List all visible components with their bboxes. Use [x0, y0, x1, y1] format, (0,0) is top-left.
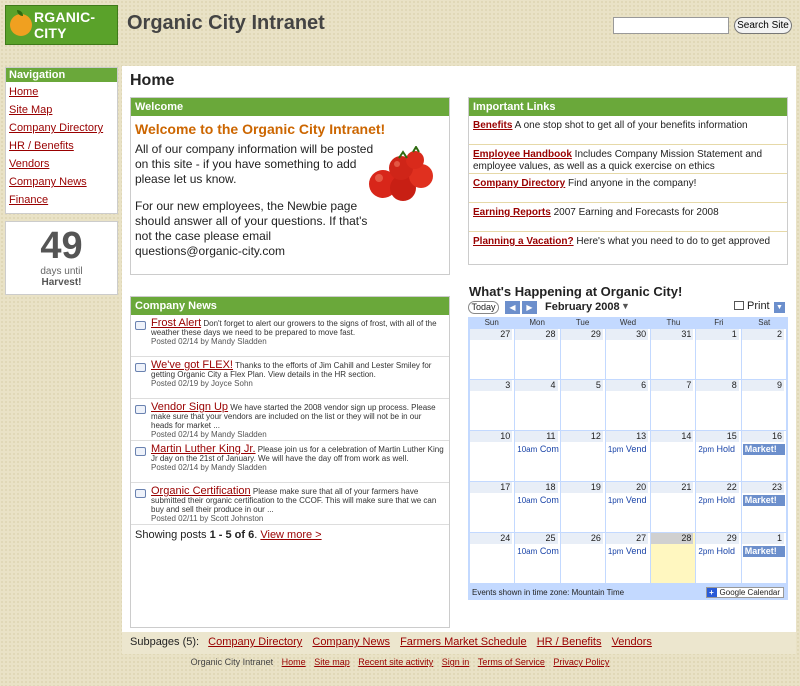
- company-news-gadget: [130, 296, 450, 628]
- link-description: 2007 Earning and Forecasts for 2008: [550, 207, 719, 218]
- calendar-day-today[interactable]: [651, 533, 695, 583]
- search-input[interactable]: [613, 17, 729, 34]
- calendar-day-number: 27: [606, 533, 648, 544]
- calendar-event-time: 10am: [517, 547, 538, 556]
- tomatoes-image: [363, 146, 439, 202]
- link-row: [469, 145, 787, 174]
- calendar-day-header: Wed: [619, 318, 637, 327]
- calendar-day-headers: [469, 318, 787, 328]
- subpage-hr-benefits[interactable]: HR / Benefits: [536, 636, 602, 648]
- calendar-day-number: 17: [470, 482, 512, 493]
- news-footer: [131, 525, 449, 545]
- subpage-farmers-market-schedule[interactable]: Farmers Market Schedule: [400, 636, 527, 648]
- calendar-day-header: Fri: [714, 318, 724, 327]
- calendar-day-number: 28: [651, 533, 693, 544]
- calendar-day-number: 13: [606, 431, 648, 442]
- timezone-note: Events shown in time zone: Mountain Time: [472, 588, 625, 597]
- calendar-day-number: 8: [696, 380, 738, 391]
- link-planning-vacation[interactable]: Planning a Vacation?: [473, 236, 574, 247]
- calendar-day-number: 22: [696, 482, 738, 493]
- calendar-day[interactable]: [696, 482, 740, 532]
- countdown-number: 49: [40, 225, 83, 267]
- company-news-header: Company News: [131, 297, 449, 315]
- chevron-down-icon[interactable]: ▼: [621, 301, 630, 311]
- footer-link-recent-activity[interactable]: Recent site activity: [358, 657, 434, 667]
- calendar-day-number: 9: [742, 380, 784, 391]
- printer-icon: [734, 301, 744, 310]
- news-item-title[interactable]: Martin Luther King Jr.: [151, 443, 256, 455]
- footer-link-terms[interactable]: Terms of Service: [477, 657, 545, 667]
- calendar-day[interactable]: [696, 329, 740, 379]
- search-button[interactable]: Search Site: [734, 17, 792, 34]
- link-benefits[interactable]: Benefits: [473, 120, 513, 131]
- page-title: Home: [130, 72, 175, 89]
- news-footer-range: 1 - 5 of 6: [209, 529, 255, 541]
- news-item-meta: Posted 02/11 by Scott Johnston: [151, 514, 264, 523]
- calendar-day-header: Tue: [575, 318, 590, 327]
- important-links-gadget: [468, 97, 788, 265]
- calendar-day-number: 12: [561, 431, 603, 442]
- welcome-gadget: [130, 97, 450, 275]
- calendar-day-header: Sun: [484, 318, 499, 327]
- calendar-day-number: 6: [606, 380, 648, 391]
- calendar-day[interactable]: [561, 380, 605, 430]
- calendar-title: What's Happening at Organic City!: [469, 284, 683, 299]
- calendar-day[interactable]: [515, 329, 559, 379]
- calendar-day-number: 7: [651, 380, 693, 391]
- link-row: [469, 232, 787, 261]
- calendar-day-number: 10: [470, 431, 512, 442]
- link-employee-handbook[interactable]: Employee Handbook: [473, 149, 572, 160]
- calendar-event-title: Com: [539, 444, 559, 454]
- calendar-day-number: 20: [606, 482, 648, 493]
- calendar-day[interactable]: [651, 329, 695, 379]
- calendar-event[interactable]: [698, 495, 735, 505]
- calendar-day[interactable]: [606, 329, 650, 379]
- calendar-day-number: 3: [470, 380, 512, 391]
- calendar-day-number: 21: [651, 482, 693, 493]
- print-button[interactable]: [734, 300, 770, 312]
- news-item-meta: Posted 02/14 by Mandy Sladden: [151, 463, 267, 472]
- calendar-day-number: 27: [470, 329, 512, 340]
- calendar-weeks: [470, 329, 786, 584]
- nav-item-hr-benefits[interactable]: HR / Benefits: [9, 140, 74, 152]
- news-item-text: Please join us for a celebration of Martin Luther King Jr day on the 21st of January. We will have the day off from work as well.: [151, 445, 444, 463]
- link-description: Find anyone in the company!: [565, 178, 697, 189]
- calendar-day-number: 4: [515, 380, 557, 391]
- link-row: [469, 116, 787, 145]
- calendar-event-time: 1pm: [607, 496, 624, 505]
- calendar-event-title: Vend: [625, 444, 647, 454]
- calendar-day[interactable]: [561, 329, 605, 379]
- calendar-month[interactable]: February 2008: [545, 301, 620, 313]
- nav-item-finance[interactable]: Finance: [9, 194, 49, 206]
- calendar-day[interactable]: [561, 431, 605, 481]
- calendar-day[interactable]: [515, 533, 559, 583]
- calendar-day[interactable]: [742, 533, 786, 583]
- calendar-day-number: 5: [561, 380, 603, 391]
- calendar-day[interactable]: [696, 380, 740, 430]
- calendar-day-number: 30: [606, 329, 648, 340]
- calendar-event[interactable]: [608, 495, 647, 505]
- news-item: [131, 483, 449, 525]
- link-description: A one stop shot to get all of your benefits information: [512, 120, 748, 131]
- calendar-toolbar: [468, 300, 788, 316]
- calendar-day[interactable]: [606, 431, 650, 481]
- news-item-text: Don't forget to alert our growers to the signs of frost, with all of the weather these days we need to be prepared to move fast.: [151, 319, 437, 337]
- google-calendar-label: Google Calendar: [719, 588, 780, 597]
- calendar-week: [470, 482, 786, 532]
- calendar-event-title: Com: [539, 546, 559, 556]
- calendar-day-number: 28: [515, 329, 557, 340]
- calendar-day-header: Sat: [758, 318, 771, 327]
- calendar-week: [470, 431, 786, 481]
- subpage-company-news[interactable]: Company News: [312, 636, 391, 648]
- calendar-event-time: 2pm: [698, 445, 714, 454]
- calendar-day-number: 31: [651, 329, 693, 340]
- calendar-day[interactable]: [696, 533, 740, 583]
- calendar-day[interactable]: [470, 431, 514, 481]
- calendar-day-number: 11: [515, 431, 557, 442]
- harvest-countdown: [5, 221, 118, 295]
- calendar-event-title: Com: [539, 495, 559, 505]
- news-item: [131, 315, 449, 357]
- calendar-day[interactable]: [742, 431, 786, 481]
- news-footer-prefix: Showing posts: [135, 529, 210, 541]
- news-footer-suffix: .: [254, 529, 261, 541]
- news-item: [131, 357, 449, 399]
- prev-month-icon[interactable]: ◀: [505, 301, 520, 314]
- calendar-footer: [468, 586, 788, 600]
- calendar-day-number: 2: [742, 329, 784, 340]
- calendar-day-number: 29: [561, 329, 603, 340]
- plus-icon: +: [707, 588, 717, 597]
- calendar-week: [470, 329, 786, 379]
- print-dropdown-icon[interactable]: ▼: [774, 302, 785, 313]
- main-content: [122, 66, 796, 654]
- calendar-event[interactable]: [608, 444, 647, 454]
- calendar-event-time: 1pm: [607, 547, 624, 556]
- countdown-label: days until: [40, 266, 83, 277]
- calendar-day-header: Thu: [666, 318, 681, 327]
- subpages-label: Subpages (5):: [130, 636, 200, 648]
- calendar-day[interactable]: [742, 329, 786, 379]
- calendar-day[interactable]: [651, 431, 695, 481]
- calendar-event[interactable]: [698, 546, 735, 556]
- calendar-day[interactable]: [561, 533, 605, 583]
- footer-link-sign-in[interactable]: Sign in: [441, 657, 470, 667]
- comment-icon: [135, 489, 146, 498]
- calendar-day[interactable]: [470, 380, 514, 430]
- footer-link-home[interactable]: Home: [281, 657, 306, 667]
- calendar-day-number: 25: [515, 533, 557, 544]
- nav-item-company-directory[interactable]: Company Directory: [9, 122, 104, 134]
- countdown-event: Harvest!: [41, 277, 82, 288]
- welcome-paragraph-1: All of our company information will be posted on this site - if you have something to add please let us know.: [135, 142, 374, 186]
- footer-site-name: Organic City Intranet: [190, 657, 274, 667]
- nav-item-vendors[interactable]: Vendors: [9, 158, 50, 170]
- calendar-week: [470, 533, 786, 583]
- calendar-event[interactable]: [517, 546, 559, 556]
- nav-item-home[interactable]: Home: [9, 86, 39, 98]
- calendar-allday-event[interactable]: Market!: [743, 546, 785, 557]
- calendar-day-number: 1: [742, 533, 784, 544]
- view-more-link[interactable]: View more >: [260, 529, 322, 541]
- calendar-day[interactable]: [515, 482, 559, 532]
- subpage-vendors[interactable]: Vendors: [611, 636, 652, 648]
- link-row: [469, 203, 787, 232]
- subpage-company-directory[interactable]: Company Directory: [208, 636, 303, 648]
- next-month-icon[interactable]: ▶: [522, 301, 537, 314]
- link-description: Includes Company Mission Statement and employee values, as well as a quick exercise on ethics: [473, 149, 763, 172]
- calendar-day[interactable]: [606, 482, 650, 532]
- calendar-day[interactable]: [742, 380, 786, 430]
- nav-item-company-news[interactable]: Company News: [9, 176, 87, 188]
- calendar-event-title: Vend: [625, 495, 647, 505]
- calendar-event[interactable]: [608, 546, 647, 556]
- calendar-event[interactable]: [517, 495, 559, 505]
- navigation-panel: [5, 67, 118, 214]
- calendar-day[interactable]: [515, 431, 559, 481]
- calendar-day-number: 14: [651, 431, 693, 442]
- comment-icon: [135, 447, 146, 456]
- calendar-event-time: 10am: [517, 496, 538, 505]
- calendar-day-number: 23: [742, 482, 784, 493]
- news-item-meta: Posted 02/19 by Joyce Sohn: [151, 379, 253, 388]
- comment-icon: [135, 405, 146, 414]
- news-item-meta: Posted 02/14 by Mandy Sladden: [151, 430, 267, 439]
- comment-icon: [135, 363, 146, 372]
- calendar-day-number: 15: [696, 431, 738, 442]
- calendar-event-title: Vend: [625, 546, 647, 556]
- footer-link-privacy[interactable]: Privacy Policy: [553, 657, 610, 667]
- calendar-day[interactable]: [470, 482, 514, 532]
- logo-text: RGANIC-CITY: [34, 9, 96, 41]
- calendar-day-number: 1: [696, 329, 738, 340]
- calendar-day[interactable]: [742, 482, 786, 532]
- calendar-event-title: Hold: [716, 495, 736, 505]
- link-description: Here's what you need to do to get approved: [573, 236, 771, 247]
- calendar-event-time: 1pm: [607, 445, 624, 454]
- today-button[interactable]: Today: [468, 301, 499, 314]
- calendar-allday-event[interactable]: Market!: [743, 495, 785, 506]
- calendar-day-number: 29: [696, 533, 738, 544]
- calendar-day[interactable]: [651, 482, 695, 532]
- calendar-event-time: 2pm: [698, 547, 714, 556]
- comment-icon: [135, 321, 146, 330]
- calendar-day[interactable]: [561, 482, 605, 532]
- news-item-meta: Posted 02/14 by Mandy Sladden: [151, 337, 267, 346]
- subpages-bar: [122, 632, 796, 654]
- footer-link-site-map[interactable]: Site map: [314, 657, 350, 667]
- site-logo[interactable]: [5, 5, 118, 45]
- calendar-allday-event[interactable]: Market!: [743, 444, 785, 455]
- calendar-event[interactable]: [517, 444, 559, 454]
- calendar-day-number: 16: [742, 431, 784, 442]
- link-company-directory[interactable]: Company Directory: [473, 178, 566, 189]
- news-item-title[interactable]: Frost Alert: [151, 317, 202, 329]
- calendar-event-title: Hold: [716, 546, 736, 556]
- news-item-title[interactable]: Organic Certification: [151, 485, 251, 497]
- news-item-title[interactable]: We've got FLEX!: [151, 359, 233, 371]
- news-item-title[interactable]: Vendor Sign Up: [151, 401, 229, 413]
- calendar-day-header: Mon: [529, 318, 545, 327]
- link-row: [469, 174, 787, 203]
- calendar-day-number: 26: [561, 533, 603, 544]
- calendar-day-number: 18: [515, 482, 557, 493]
- news-item: [131, 441, 449, 483]
- nav-item-site-map[interactable]: Site Map: [9, 104, 53, 116]
- news-item-text: Please make sure that all of your farmers have submitted their organic certification to the CCOF. This will make sure that we can buy and sell their produce in our ...: [151, 487, 437, 514]
- calendar-week: [470, 380, 786, 430]
- important-links-header: Important Links: [469, 98, 787, 116]
- calendar-day[interactable]: [515, 380, 559, 430]
- welcome-heading: Welcome to the Organic City Intranet!: [135, 121, 386, 137]
- site-title: Organic City Intranet: [127, 12, 325, 34]
- calendar-event-title: Hold: [716, 444, 736, 454]
- news-item-text: Thanks to the efforts of Jim Cahill and Lester Smiley for getting Organic City a Flex Plan. View details in the HR section.: [151, 361, 432, 379]
- page-footer: [0, 657, 800, 667]
- calendar-day[interactable]: [651, 380, 695, 430]
- news-item: [131, 399, 449, 441]
- calendar-day-number: 24: [470, 533, 512, 544]
- calendar-day[interactable]: [606, 533, 650, 583]
- navigation-title: Navigation: [6, 68, 117, 82]
- print-label: Print: [747, 300, 770, 312]
- google-calendar-button[interactable]: [706, 587, 784, 598]
- orange-logo-icon: [10, 14, 32, 36]
- calendar-day[interactable]: [696, 431, 740, 481]
- link-earning-reports[interactable]: Earning Reports: [473, 207, 551, 218]
- calendar-day[interactable]: [470, 533, 514, 583]
- welcome-header: Welcome: [131, 98, 449, 116]
- welcome-paragraph-2: For our new employees, the Newbie page should answer all of your questions. If that's not the case please email questions@organic-city.com: [135, 199, 368, 258]
- calendar-event[interactable]: [698, 444, 735, 454]
- calendar-day[interactable]: [470, 329, 514, 379]
- calendar-grid: [468, 317, 788, 599]
- news-item-text: We have started the 2008 vendor sign up process. Please make sure that your vendors are included on the list or they will not be in our heads for market ...: [151, 403, 436, 430]
- calendar-event-time: 10am: [517, 445, 538, 454]
- calendar-day-number: 19: [561, 482, 603, 493]
- calendar-event-time: 2pm: [698, 496, 714, 505]
- calendar-day[interactable]: [606, 380, 650, 430]
